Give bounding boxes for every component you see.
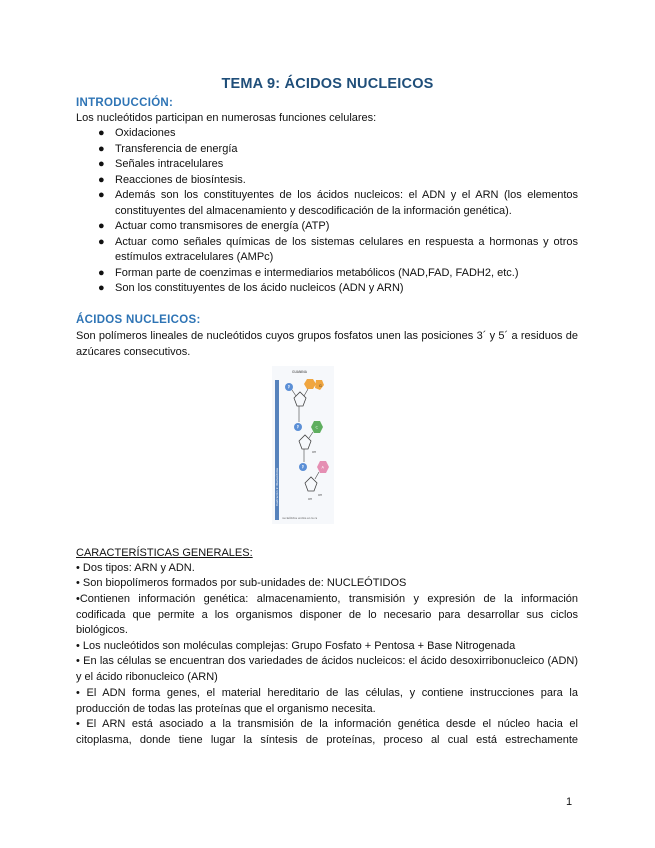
bullet-icon: ● (98, 142, 105, 155)
bullet-icon: ● (98, 282, 105, 294)
bullet-icon: ● (98, 235, 105, 248)
list-item: ● Oxidaciones (96, 126, 578, 142)
bullet-icon: ● (98, 220, 105, 232)
intro-lead: Los nucleótidos participan en numerosas funciones celulares: (76, 112, 377, 124)
sugar-ring-icon (299, 435, 311, 449)
general-item-7: • El ARN está asociado a la transmisión de la información genética desde el núcleo hacia el citoplasma, donde tiene lugar la síntesis de proteínas, proceso al cual está estrechamente (76, 718, 578, 746)
list-item: ● Actuar como transmisores de energía (ATP) (96, 219, 578, 235)
page-number: 1 (566, 796, 573, 808)
page-title: TEMA 9: ÁCIDOS NUCLEICOS (221, 76, 434, 92)
svg-text:C: C (315, 425, 319, 430)
svg-text:G: G (319, 384, 322, 388)
nucleic-heading: ÁCIDOS NUCLEICOS: (76, 314, 201, 326)
general-item-5: • En las células se encuentran dos variedades de ácidos nucleicos: el ácido desoxirribonucleico (ADN) y el ácido ribonucleico (ARN) (76, 655, 578, 683)
list-item: ● Forman parte de coenzimas e intermediarios metabólicos (NAD,FAD, FADH2, etc.) (96, 266, 578, 282)
svg-text:OH: OH (312, 451, 316, 454)
bullet-icon: ● (98, 158, 105, 170)
svg-text:OH: OH (308, 498, 312, 501)
list-item: ● Son los constituyentes de los ácido nucleicos (ADN y ARN) (96, 281, 578, 297)
figure-side-label: Ilustración 2: Nucleótidos (275, 467, 280, 506)
general-item-6: • El ADN forma genes, el material hereditario de las células, y contiene instrucciones para la producción de todas las proteínas que el organismo necesita. (76, 687, 578, 715)
general-heading: CARACTERÍSTICAS GENERALES: (76, 547, 253, 559)
bullet-icon: ● (98, 173, 105, 186)
list-item: ● Transferencia de energía (96, 142, 578, 158)
list-item: ● Reacciones de biosíntesis. (96, 173, 578, 189)
bullet-icon: ● (98, 127, 105, 139)
general-item-4: • Los nucleótidos son moléculas complejas: Grupo Fosfato + Pentosa + Base Nitrogenada (76, 640, 516, 652)
sugar-ring-icon (294, 392, 306, 406)
figure-top-label: GUANINA (292, 370, 307, 374)
general-item-1: • Dos tipos: ARN y ADN. (76, 562, 195, 574)
bullet-icon: ● (98, 266, 105, 279)
svg-text:P: P (287, 384, 291, 390)
svg-text:OH: OH (318, 494, 322, 497)
intro-bullet-list (96, 126, 578, 297)
list-item: ● Actuar como señales químicas de los sistemas celulares en respuesta a hormonas y otros estímulos extracelulares (AMPc) (98, 235, 578, 263)
nucleotide-figure (272, 366, 334, 524)
list-item: ● Señales intracelulares (96, 157, 578, 173)
svg-text:P: P (296, 424, 300, 430)
figure-caption: nucleótidos unidos en la cs (282, 517, 318, 520)
svg-text:A: A (321, 465, 324, 470)
base-orange-icon (304, 379, 316, 389)
general-item-2: • Son biopolímeros formados por sub-unidades de: NUCLEÓTIDOS (76, 577, 407, 589)
list-item: ● Además son los constituyentes de los ácidos nucleicos: el ADN y el ARN (los elementos constituyentes del almacenamiento y descodificación de la información genética). (98, 189, 578, 217)
nucleic-text: Son polímeros lineales de nucleótidos cuyos grupos fosfatos unen las posiciones 3´ y 5´ a residuos de azúcares consecutivos. (76, 330, 578, 358)
svg-text:P: P (301, 464, 305, 470)
intro-heading: INTRODUCCIÓN: (76, 97, 174, 109)
bullet-icon: ● (98, 189, 105, 201)
general-item-3: •Contienen información genética: almacenamiento, transmisión y expresión de la información codificada que permite a los organismos disponer de lo necesario para desarrollar sus ciclos biológicos. (76, 593, 578, 636)
